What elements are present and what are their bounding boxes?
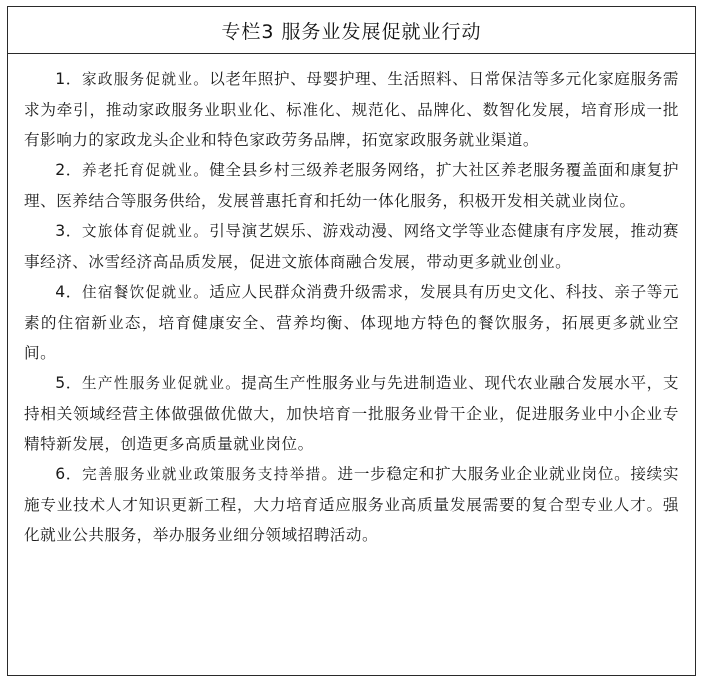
item-2-body: 健全县乡村三级养老服务网络，扩大社区养老服务覆盖面和康复护理、医养结合等服务供给，发展普惠托育和托幼一体化服务，积极开发相关就业岗位。: [24, 161, 680, 210]
item-6: [24, 459, 679, 550]
item-6-number: 6．: [55, 465, 83, 483]
item-3: [24, 216, 679, 277]
item-4-heading: 住宿餐饮促就业。: [81, 284, 210, 301]
column-title: 专栏3 服务业发展促就业行动: [221, 20, 482, 43]
item-5-number: 5．: [55, 374, 82, 392]
item-3-heading: 文旅体育促就业。: [81, 223, 210, 240]
item-4-body: 适应人民群众消费升级需求，发展具有历史文化、科技、亲子等元素的住宿新业态，培育健康安全、营养均衡、体现地方特色的餐饮服务，拓展更多就业空间。: [24, 283, 680, 362]
item-2-number: 2．: [55, 161, 82, 179]
item-1-body: 以老年照护、母婴护理、生活照料、日常保洁等多元化家庭服务需求为牵引，推动家政服务业职业化、标准化、规范化、品牌化、数智化发展，培育形成一批有影响力的家政龙头企业和特色家政劳务品牌，拓宽家政服务就业渠道。: [24, 70, 680, 149]
item-2: [24, 155, 679, 216]
item-4-number: 4．: [55, 283, 82, 301]
item-1-heading: 家政服务促就业。: [81, 71, 210, 88]
item-5-heading: 生产性服务业促就业。: [81, 375, 242, 392]
item-3-body: 引导演艺娱乐、游戏动漫、网络文学等业态健康有序发展，推动赛事经济、冰雪经济高品质发展，促进文旅体商融合发展，带动更多就业创业。: [24, 222, 680, 271]
column-content: [8, 54, 695, 550]
item-6-body: 进一步稳定和扩大服务业企业就业岗位。接续实施专业技术人才知识更新工程，大力培育适应服务业高质量发展需要的复合型专业人才。强化就业公共服务，举办服务业细分领域招聘活动。: [24, 465, 679, 544]
item-3-number: 3．: [55, 222, 82, 240]
item-1: [24, 64, 679, 155]
item-6-heading: 完善服务业就业政策服务支持举措。: [82, 466, 338, 483]
item-2-heading: 养老托育促就业。: [81, 162, 210, 179]
item-5-body: 提高生产性服务业与先进制造业、现代农业融合发展水平，支持相关领域经营主体做强做优做大，加快培育一批服务业骨干企业，促进服务业中小企业专精特新发展，创造更多高质量就业岗位。: [24, 374, 679, 453]
item-4: [24, 277, 679, 368]
column-box: [7, 6, 696, 676]
item-5: [24, 368, 679, 459]
item-1-number: 1．: [55, 70, 82, 88]
column-header: [8, 7, 695, 54]
